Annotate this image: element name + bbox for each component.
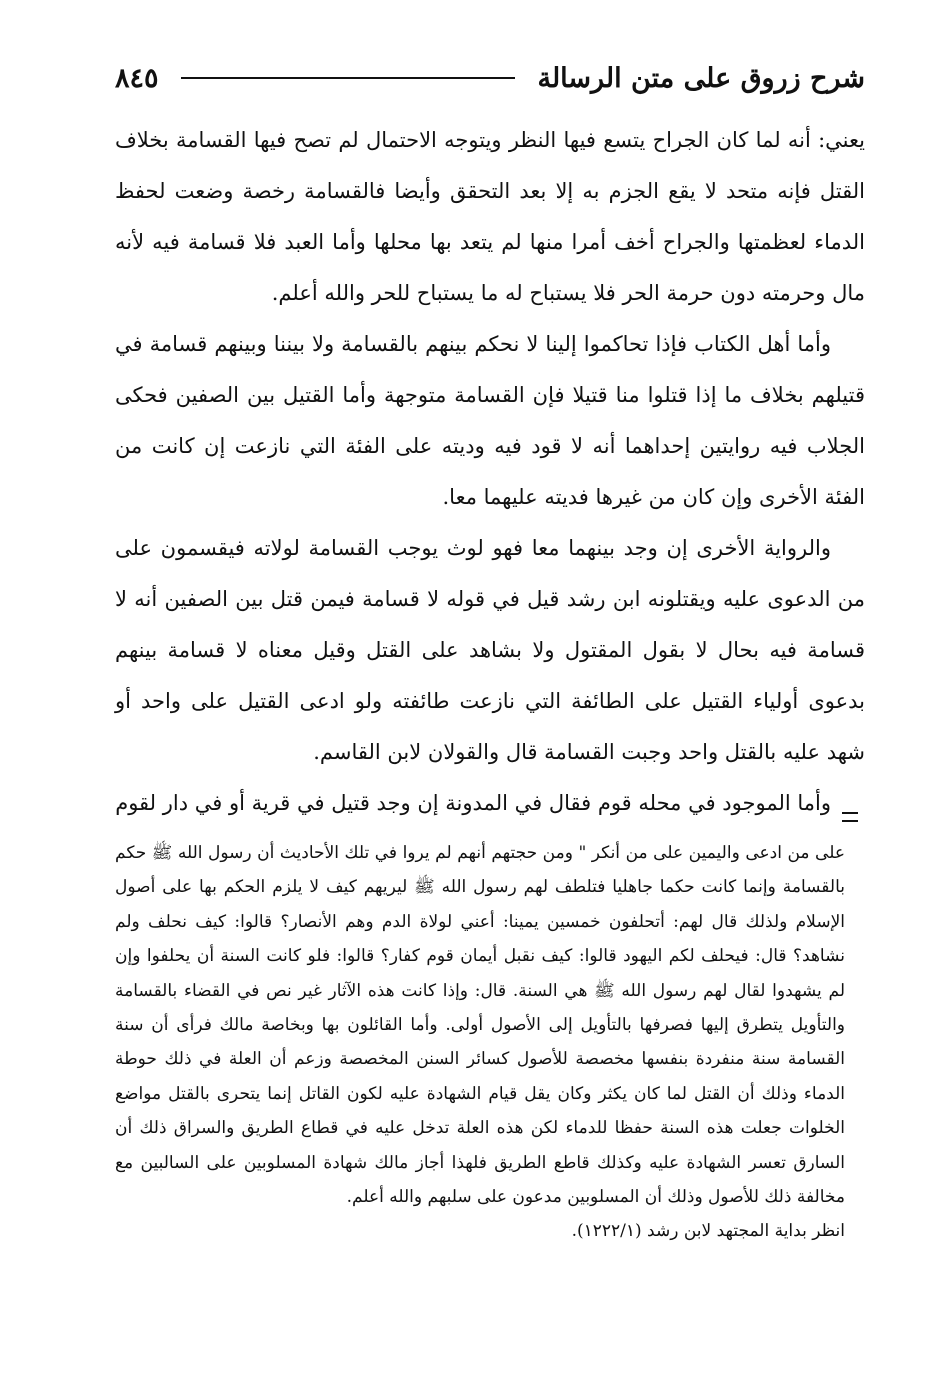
- header-rule: [181, 77, 516, 79]
- paragraph-4: وأما الموجود في محله قوم فقال في المدونة إن وجد قتيل في قرية أو في دار لقوم: [115, 791, 831, 815]
- main-text: [115, 115, 865, 829]
- footnote-reference: انظر بداية المجتهد لابن رشد (١٢٢٢/١).: [571, 1221, 845, 1242]
- page-number: ٨٤٥: [115, 62, 159, 94]
- paragraph-2: وأما أهل الكتاب فإذا تحاكموا إلينا لا نحكم بينهم بالقسامة ولا بيننا وبينهم قسامة في قتيلهم بخلاف ما إذا قتلوا منا قتيلا فإن القسامة متوجهة وأما القتيل بين الصفين فحكى الجلاب فيه روايتين إحداهما أنه لا قود فيه وديته على الفئة التي نازعت إن كانت من الفئة الأخرى وإن كان من غيرها فديته عليهما معا.: [115, 332, 865, 509]
- footnote-paragraph: على من ادعى واليمين على من أنكر " ومن حجتهم أنهم لم يروا في تلك الأحاديث أن رسول الله ﷺ حكم بالقسامة وإنما كانت حكما جاهليا فتلطف لهم رسول الله ﷺ ليريهم كيف لا يلزم الحكم بها على أصول الإسلام ولذلك قال لهم: أتحلفون خمسين يمينا: أعني لولاة الدم وهم الأنصار؟ قالوا: كيف نحلف ولم نشاهد؟ قال: فيحلف لكم اليهود قالوا: كيف نقبل أيمان قوم كفار؟ قالوا: فلو كانت السنة أن يحلفوا وإن لم يشهدوا لقال لهم رسول الله ﷺ هي السنة. قال: وإذا كانت هذه الآثار غير نص في القضاء بالقسامة والتأويل يتطرق إليها فصرفها بالتأويل إلى الأصول أولى. وأما القائلون بها وبخاصة مالك فرأى أن سنة القسامة سنة منفردة بنفسها مخصصة للأصول كسائر السنن المخصصة وزعم أن العلة في ذلك حوطة الدماء وذلك أن القتل لما كان يكثر وكان يقل قيام الشهادة عليه لكون القاتل إنما يتحرى بالقتل مواضع الخلوات جعلت هذه السنة حفظا للدماء لكن هذه العلة تدخل عليه في قطاع الطريق والسراق ذلك أن السارق تعسر الشهادة عليه وكذلك قاطع الطريق فلهذا أجاز مالك شهادة المسلوبين على السالبين مع مخالفة ذلك للأصول وذلك أن المسلوبين مدعون على سلبهم والله أعلم.: [115, 843, 845, 1208]
- page-header: [115, 56, 865, 100]
- paragraph-3: والرواية الأخرى إن وجد بينهما معا فهو لوث يوجب القسامة لولاته فيقسمون على من الدعوى عليه ويقتلونه ابن رشد قيل في قوله لا قسامة فيمن قتل بين الصفين أنه لا قسامة فيه بحال لا بقول المقتول ولا بشاهد على القتل وقيل معناه لا قسامة بينهم بدعوى أولياء القتيل على الطائفة التي نازعت طائفته ولو ادعى القتيل على واحد أو شهد عليه بالقتل واحد وجبت القسامة قال والقولان لابن القاسم.: [115, 536, 865, 764]
- footnote: [115, 836, 845, 1249]
- paragraph-1: يعني: أنه لما كان الجراح يتسع فيها النظر ويتوجه الاحتمال لم تصح فيها القسامة بخلاف القتل فإنه متحد لا يقع الجزم به إلا بعد التحقق وأيضا فالقسامة رخصة وضعت لحفظ الدماء لعظمتها والجراح أخف أمرا منها لم يتعد بها محلها وأما العبد فلا قسامة فيه لأنه مال وحرمته دون حرمة الحر فلا يستباح له ما يستباح للحر والله أعلم.: [115, 128, 865, 305]
- running-title: شرح زروق على متن الرسالة: [537, 62, 865, 94]
- footnote-separator: [842, 812, 858, 826]
